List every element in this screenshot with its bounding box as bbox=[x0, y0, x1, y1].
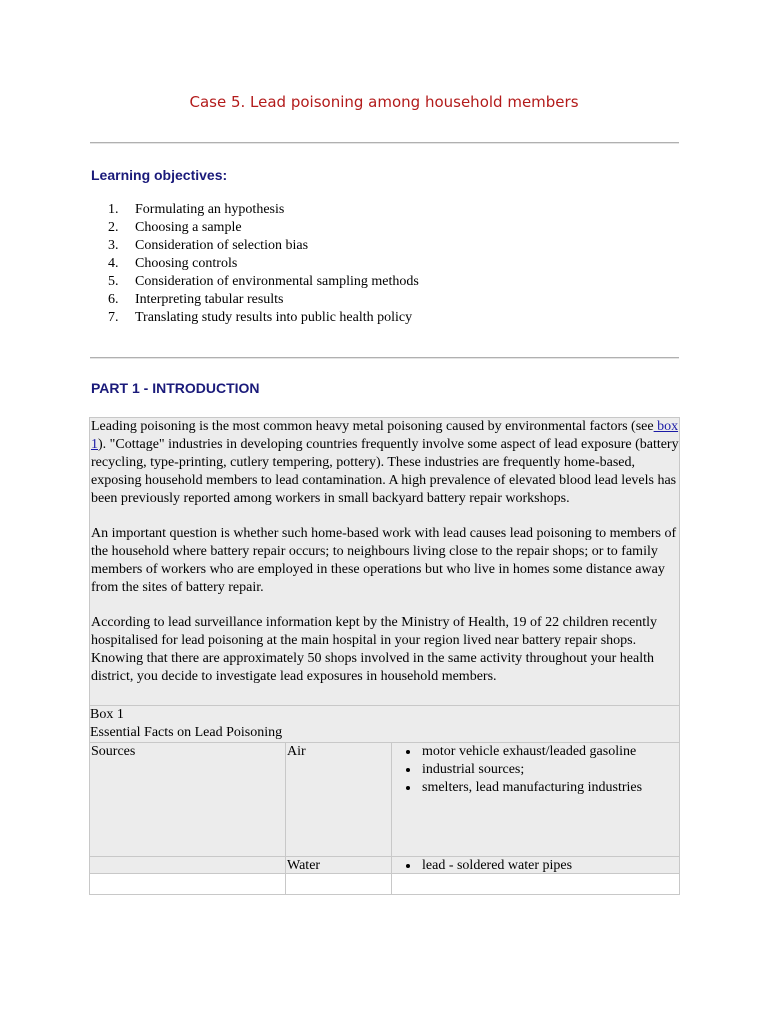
table-row bbox=[90, 857, 680, 895]
list-item: • industrial sources; bbox=[420, 761, 679, 779]
items-cell bbox=[392, 857, 680, 895]
list-item: • motor vehicle exhaust/leaded gasoline bbox=[420, 743, 679, 761]
divider bbox=[90, 357, 679, 359]
medium-cell: Air bbox=[286, 743, 392, 857]
box1-table bbox=[89, 705, 680, 895]
list-item: • lead - soldered water pipes bbox=[420, 857, 679, 875]
box1-link[interactable]: box 1 bbox=[91, 419, 679, 452]
table-row bbox=[90, 743, 680, 857]
category-cell bbox=[90, 857, 286, 895]
list-item: 2. Choosing a sample bbox=[108, 220, 242, 235]
divider bbox=[90, 142, 679, 144]
box1-label: Box 1 bbox=[90, 707, 124, 722]
learning-objectives-list bbox=[108, 201, 419, 327]
list-item: 4. Choosing controls bbox=[108, 256, 238, 271]
list-item: 7. Translating study results into public health policy bbox=[108, 310, 413, 325]
box1-header-cell bbox=[90, 706, 680, 743]
intro-paragraph-2: An important question is whether such home-based work with lead causes lead poisoning to members of the household where battery repair occurs; to neighbours living close to the repair shops; or to family members of workers who are employed in these operations but who live in homes some distance away from the sites of battery repair. bbox=[91, 526, 677, 595]
page-title: Case 5. Lead poisoning among household members bbox=[189, 93, 579, 111]
list-item: 3. Consideration of selection bias bbox=[108, 238, 309, 253]
category-cell: Sources bbox=[90, 743, 286, 857]
intro-paragraph-3: According to lead surveillance information kept by the Ministry of Health, 19 of 22 children recently hospitalised for lead poisoning at the main hospital in your region lived near battery repair shops. Knowing that there are approximately 50 shops involved in the same activity throughout your health district, you decide to investigate lead exposures in household members. bbox=[91, 615, 658, 684]
medium-cell: Water bbox=[286, 857, 392, 895]
part1-heading: PART 1 - INTRODUCTION bbox=[91, 380, 260, 396]
list-item: • smelters, lead manufacturing industries bbox=[420, 779, 679, 797]
list-item: 6. Interpreting tabular results bbox=[108, 292, 284, 307]
list-item: 5. Consideration of environmental sampling methods bbox=[108, 274, 419, 289]
learning-objectives-heading: Learning objectives: bbox=[91, 167, 228, 183]
list-item: 1. Formulating an hypothesis bbox=[108, 202, 285, 217]
box1-caption: Essential Facts on Lead Poisoning bbox=[90, 725, 283, 740]
items-cell bbox=[392, 743, 680, 857]
introduction-text bbox=[91, 418, 679, 703]
intro-paragraph-1: Leading poisoning is the most common heavy metal poisoning caused by environmental factors (see box 1). "Cottage" industries in developing countries frequently involve some aspect of lead exposure (battery recycling, type-printing, cutlery tempering, pottery). These industries are frequently home-based, exposing household members to lead contamination. A high prevalence of elevated blood lead levels has been previously reported among workers in small backyard battery repair workshops. bbox=[91, 419, 679, 506]
